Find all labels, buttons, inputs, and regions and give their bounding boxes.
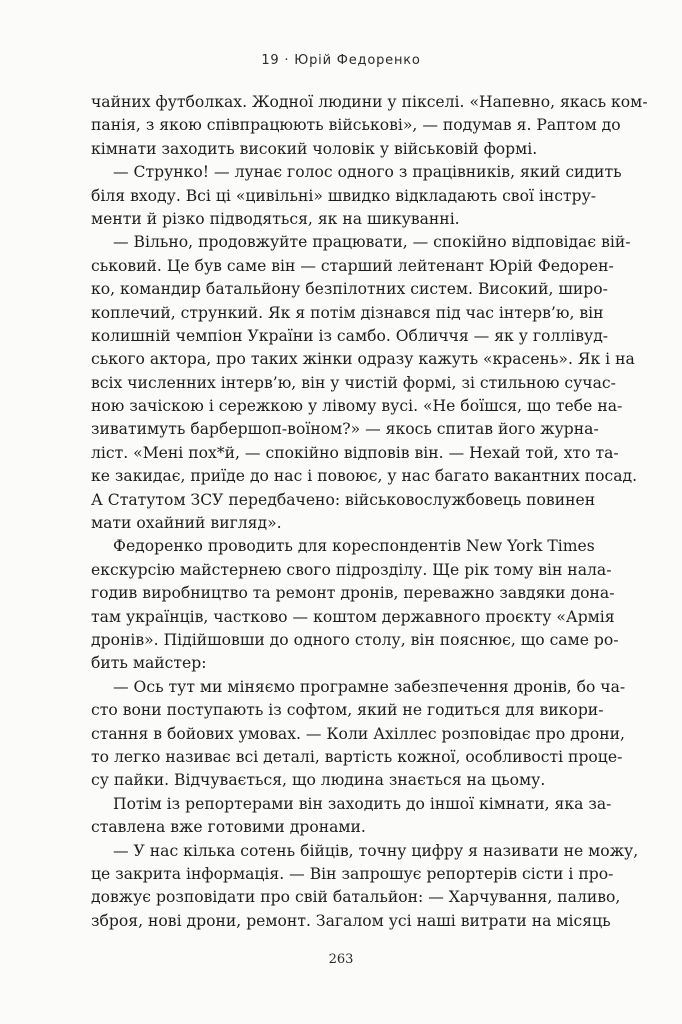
text-line: всіх численних інтерв’ю, він у чистій формі, зі стильною сучас- — [91, 373, 616, 392]
text-line: менти й різко підводяться, як на шикуванні. — [91, 209, 460, 228]
text-line: ліст. «Мені пох*й, — спокійно відповів він. — Нехай той, хто та- — [91, 443, 619, 462]
body-text — [91, 91, 648, 933]
text-line: екскурсію майстернею свого підрозділу. Ще рік тому він нала- — [91, 560, 612, 579]
text-line: панія, з якою співпрацюють військові», — подумав я. Раптом до — [91, 116, 621, 135]
text-line: зброя, нові дрони, ремонт. Загалом усі наші витрати на місяць — [91, 911, 611, 930]
text-line: — Струнко! — лунає голос одного з працівників, який сидить — [113, 163, 622, 182]
text-line: Потім із репортерами він заходить до іншої кімнати, яка за- — [113, 794, 612, 813]
text-line: чайних футболках. Жодної людини у пікселі. «Напевно, якась ком- — [91, 93, 648, 111]
text-line: кімнати заходить високий чоловік у військовій формі. — [91, 139, 538, 158]
page-number: 263 — [328, 952, 354, 967]
text-line: ськовий. Це був саме він — старший лейтенант Юрій Федорен- — [91, 256, 614, 275]
text-line: ке закидає, приїде до нас і повоює, у нас багато вакантних посад. — [91, 467, 638, 486]
text-line: то легко називає всі деталі, вартість кожної, особливості проце- — [91, 747, 623, 766]
text-line: ського актора, про таких жінки одразу кажуть «красень». Як і на — [91, 350, 635, 369]
running-head: 19 · Юрій Федоренко — [261, 53, 421, 68]
text-line: сто вони поступають із софтом, який не годиться для викори- — [91, 701, 604, 720]
text-line: там українців, частково — коштом державного проєкту «Армія — [91, 607, 615, 626]
text-line: Федоренко проводить для кореспондентів New York Times — [113, 537, 595, 556]
text-line: зиватимуть барбершоп-воїном?» — якось спитав його журна- — [91, 420, 599, 439]
text-line: ко, командир батальйону безпілотних систем. Високий, широ- — [91, 280, 608, 299]
text-line: А Статутом ЗСУ передбачено: військовослужбовець повинен — [91, 490, 596, 509]
text-line: ставлена вже готовими дронами. — [91, 818, 366, 837]
text-line: коплечий, стрункий. Як я потім дізнався під час інтерв’ю, він — [91, 303, 604, 322]
text-line: — Ось тут ми міняємо програмне забезпечення дронів, бо ча- — [113, 677, 626, 696]
text-line: су пайки. Відчувається, що людина знається на цьому. — [91, 771, 546, 790]
text-line: стання в бойових умовах. — Коли Ахіллес розповідає про дрони, — [91, 724, 625, 743]
text-line: годив виробництво та ремонт дронів, переважно завдяки дона- — [91, 584, 615, 603]
text-line: ною зачіскою і сережкою у лівому вусі. «Не боїшся, що тебе на- — [91, 397, 623, 416]
text-line: — Вільно, продовжуйте працювати, — спокійно відповідає вій- — [113, 233, 631, 252]
text-line: мати охайний вигляд». — [91, 514, 282, 533]
text-line: бить майстер: — [91, 654, 207, 673]
text-line: довжує розповідати про свій батальйон: — Харчування, паливо, — [91, 888, 621, 907]
text-line: це закрита інформація. — Він запрошує репортерів сісти і про- — [91, 864, 614, 883]
text-line: — У нас кілька сотень бійців, точну цифру я називати не можу, — [113, 841, 639, 860]
text-line: колишній чемпіон України із самбо. Обличчя — як у голлівуд- — [91, 326, 609, 345]
text-line: дронів». Підійшовши до одного столу, він пояснює, що саме ро- — [91, 630, 619, 649]
text-line: біля входу. Всі ці «цивільні» швидко відкладають свої інстру- — [91, 186, 597, 205]
